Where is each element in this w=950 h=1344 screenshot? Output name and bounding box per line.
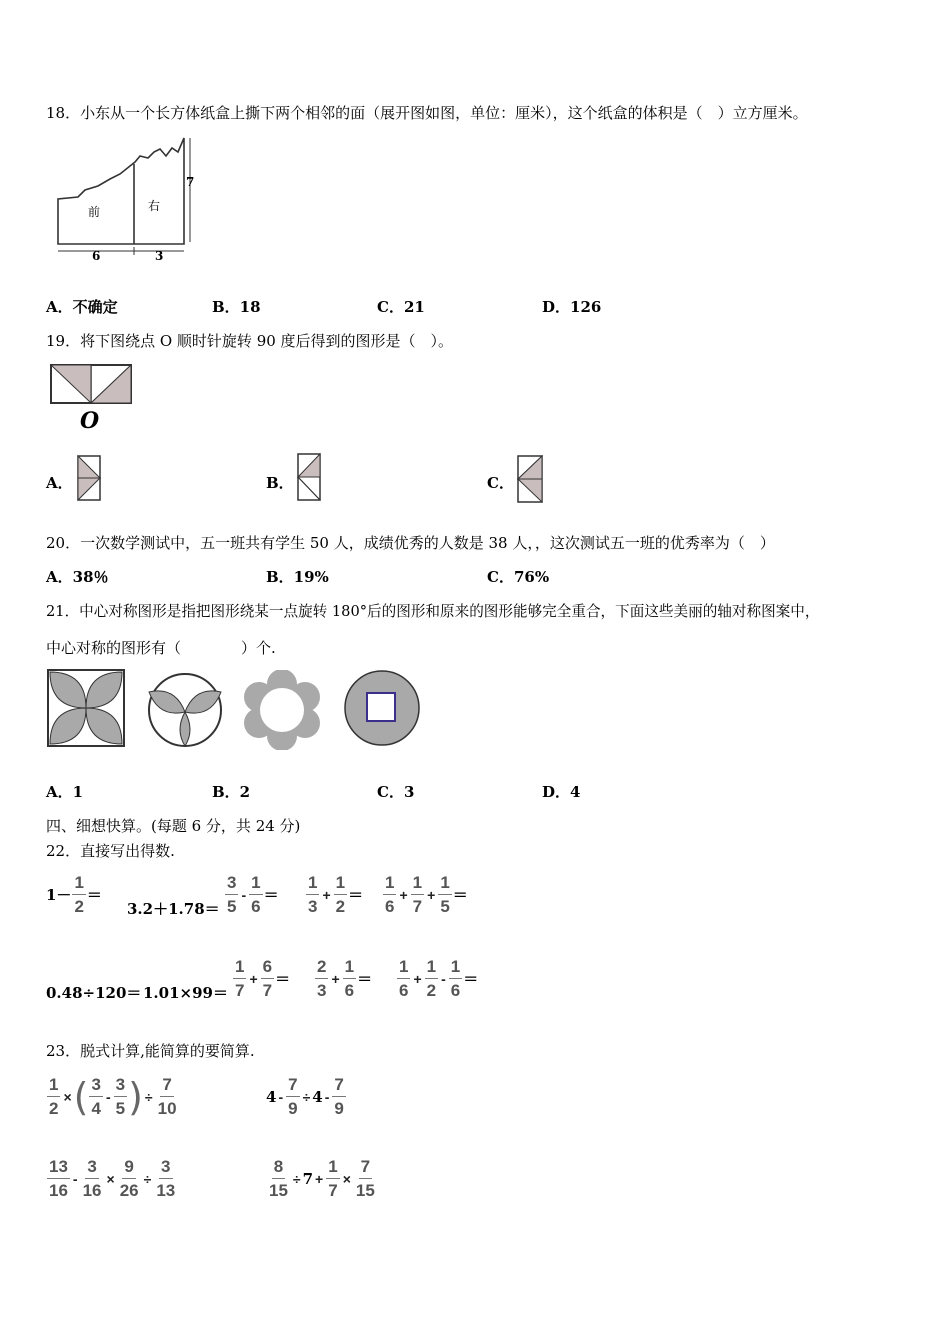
q21-option-d[interactable]: D．4 [542,783,581,801]
q22-expr-6: 0.48÷120＝ [46,984,142,1002]
q21-text-line1: 21．中心对称图形是指把图形绕某一点旋转 180°后的图形和原来的图形能够完全重合，下面这些美丽的轴对称图案中， [46,603,820,620]
q22-text: 22．直接写出得数. [46,842,175,860]
q22-expr-9: $\frac{2}{3}$ + $\frac{1}{6}$ ＝ [317,957,373,1000]
q20-option-b[interactable]: B．19% [266,568,329,586]
q19-text: 19．将下图绕点 O 顺时针旋转 90 度后得到的图形是（ ）。 [46,332,454,350]
q23-expr-c: $\frac{13}{16}$ - $\frac{3}{16}$ × $\frac{9}{26}$ ÷ $\frac{3}{13}$ [49,1157,176,1200]
q20-text: 20．一次数学测试中，五一班共有学生 50 人，成绩优秀的人数是 38 人，，这次测试五一班的优秀率为（ ） [46,534,775,552]
q20-option-a[interactable]: A．38％ [46,568,109,586]
q23-expr-b: 4 - $\frac{7}{9}$ ÷ 4 - $\frac{7}{9}$ [266,1075,344,1118]
q22-expr-1: 1－ $\frac{1}{2}$ ＝ [46,873,102,916]
q18-figure [50,134,200,264]
q18-width1: 6 [92,249,101,263]
q18-height: 7 [186,175,195,189]
q19-point-o: O [80,408,100,434]
q21-pattern-flower [242,670,322,750]
q18-front-label: 前 [88,205,101,219]
q22-expr-3: $\frac{3}{5}$ - $\frac{1}{6}$ ＝ [227,873,279,916]
q19-option-a-figure[interactable] [76,454,104,502]
q19-option-a[interactable]: A． [46,474,73,492]
q18-option-c[interactable]: C．21 [377,298,425,316]
q19-option-b[interactable]: B． [266,474,294,492]
q21-text-line2: 中心对称的图形有（ ）个. [46,639,276,657]
q21-pattern-leaves-square [46,668,126,748]
q22-expr-7: 1.01×99＝ [143,984,228,1002]
q19-figure [48,362,134,434]
q18-text: 18．小东从一个长方体纸盒上撕下两个相邻的面（展开图如图，单位：厘米），这个纸盒的体积是（ ）立方厘米。 [46,104,808,122]
q18-option-a[interactable]: A．不确定 [46,298,118,316]
q18-option-d[interactable]: D．126 [542,298,602,316]
q22-expr-2: 3.2＋1.78＝ [127,900,220,918]
q18-option-b[interactable]: B．18 [212,298,261,316]
q21-pattern-three-petals [145,670,225,750]
q20-option-c[interactable]: C．76% [487,568,550,586]
q21-option-b[interactable]: B．2 [212,783,251,801]
q21-option-c[interactable]: C．3 [377,783,415,801]
q19-option-c[interactable]: C． [487,474,514,492]
q19-option-c-figure[interactable] [516,454,546,504]
q22-expr-10: $\frac{1}{6}$ + $\frac{1}{2}$ - $\frac{1}{6}$ ＝ [399,957,479,1000]
q18-width2: 3 [155,249,164,263]
q22-expr-5: $\frac{1}{6}$ + $\frac{1}{7}$ + $\frac{1}{5}$ ＝ [385,873,468,916]
q23-expr-d: $\frac{8}{15}$ ÷ 7 + $\frac{1}{7}$ × $\frac{7}{15}$ [269,1157,375,1200]
q22-expr-4: $\frac{1}{3}$ + $\frac{1}{2}$ ＝ [308,873,364,916]
section-heading: 四、细想快算。(每题 6 分，共 24 分) [46,817,301,835]
q18-right-label: 右 [148,199,161,213]
q23-expr-a: $\frac{1}{2}$ × ( $\frac{3}{4}$ - $\frac{3}{5}$ ) ÷ $\frac{7}{10}$ [49,1074,177,1119]
q21-pattern-coin [342,668,422,748]
q23-text: 23．脱式计算,能简算的要简算. [46,1042,255,1060]
q21-option-a[interactable]: A．1 [46,783,84,801]
q22-expr-8: $\frac{1}{7}$ + $\frac{6}{7}$ ＝ [235,957,291,1000]
q19-option-b-figure[interactable] [296,452,324,502]
